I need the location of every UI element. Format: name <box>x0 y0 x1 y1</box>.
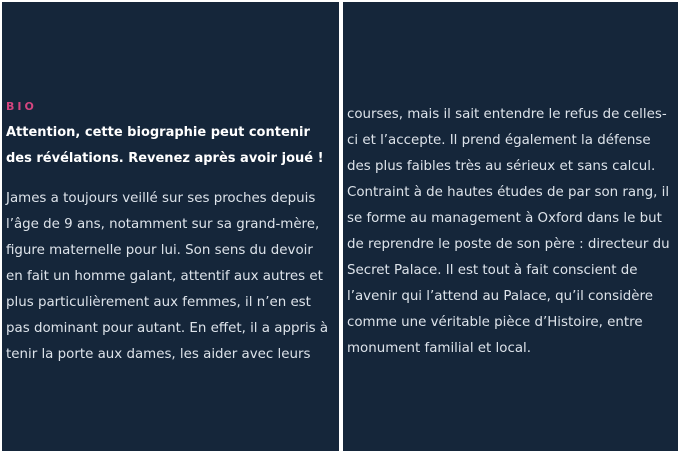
spoiler-warning: Attention, cette biographie peut contenir des révélations. Revenez après avoir joué ! <box>6 125 324 166</box>
bio-section-label: BIO <box>6 100 37 113</box>
bio-panel-right <box>343 2 678 451</box>
bio-paragraph-left: James a toujours veillé sur ses proches depuis l’âge de 9 ans, notamment sur sa grand-mère, figure maternelle pour lui. Son sens du devoir en fait un homme galant, attentif aux autres et plus particulièrement aux femmes, il n’en est pas dominant pour autant. En effet, il a appris à tenir la porte aux dames, les aider avec leurs <box>6 191 329 362</box>
bio-paragraph-right: courses, mais il sait entendre le refus de celles-ci et l’accepte. Il prend également la défense des plus faibles très au sérieux et sans calcul. Contraint à de hautes études de par son rang, il se forme au management à Oxford dans le but de reprendre le poste de son père : directeur du Secret Palace. Il est tout à fait conscient de l’avenir qui l’attend au Palace, qu’il considère comme une véritable pièce d’Histoire, entre monument familial et local. <box>347 107 670 356</box>
bio-panel-left <box>2 2 339 451</box>
